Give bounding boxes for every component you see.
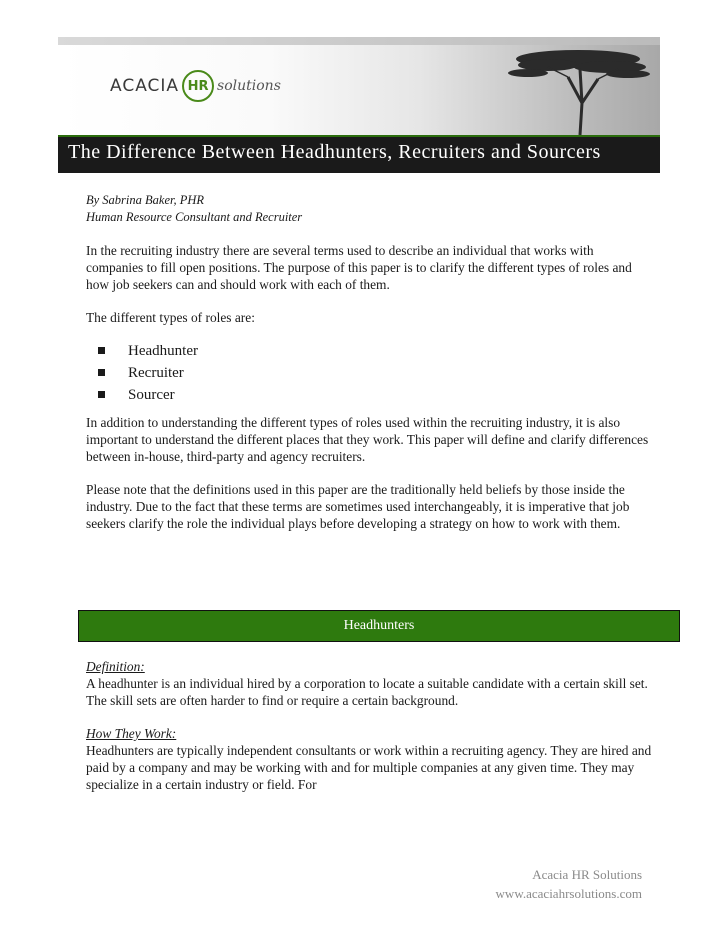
- roles-list: [86, 340, 652, 406]
- how-they-work-text: Headhunters are typically independent consultants or work within a recruiting agency. They are hired and paid by a company and may be working with and for multiple companies at any given time. They may specialize in a certain industry or field. For: [86, 743, 652, 792]
- roles-intro: The different types of roles are:: [86, 310, 255, 325]
- company-logo: [110, 70, 281, 102]
- list-item: Recruiter: [98, 362, 652, 384]
- author-role: Human Resource Consultant and Recruiter: [86, 210, 303, 224]
- list-item: Sourcer: [98, 384, 652, 406]
- header-banner: [58, 37, 660, 135]
- definition-label: Definition:: [86, 659, 145, 674]
- author-name: By Sabrina Baker, PHR: [86, 193, 205, 207]
- workplaces-paragraph: In addition to understanding the different types of roles used within the recruiting industry, it is also important to understand the different places that they work. This paper will define and clarify differences between in-house, third-party and agency recruiters.: [86, 415, 649, 464]
- definitions-note: Please note that the definitions used in this paper are the traditionally held beliefs by those inside the industry. Due to the fact that these terms are sometimes used interchangeably, it is imperative that job seekers clarify the role the individual plays before developing a strategy on how to work with them.: [86, 482, 630, 531]
- page-title: The Difference Between Headhunters, Recruiters and Sourcers: [68, 141, 601, 163]
- footer-company: Acacia HR Solutions: [532, 867, 642, 882]
- headhunters-heading: Headhunters: [343, 618, 415, 633]
- title-bar: [58, 135, 660, 173]
- list-item: Headhunter: [98, 340, 652, 362]
- logo-hr-mark: HR: [182, 70, 214, 102]
- logo-brand: ACACIA: [110, 76, 180, 96]
- bullet-square-icon: [98, 369, 105, 376]
- headhunters-heading-bar: [78, 610, 680, 642]
- bullet-square-icon: [98, 347, 105, 354]
- bullet-square-icon: [98, 391, 105, 398]
- acacia-tree-icon: [498, 43, 658, 135]
- intro-section: [86, 192, 652, 532]
- intro-paragraph: In the recruiting industry there are several terms used to describe an individual that works with companies to fill open positions. The purpose of this paper is to clarify the different types of roles and how job seekers can and should work with each of them.: [86, 243, 632, 292]
- how-they-work-label: How They Work:: [86, 726, 177, 741]
- logo-suffix: solutions: [217, 78, 281, 94]
- definition-text: A headhunter is an individual hired by a corporation to locate a suitable candidate with a certain skill set. The skill sets are often harder to find or require a certain background.: [86, 676, 648, 708]
- footer-website: www.acaciahrsolutions.com: [495, 886, 642, 901]
- headhunters-section: [86, 658, 656, 793]
- page-footer: [496, 865, 642, 903]
